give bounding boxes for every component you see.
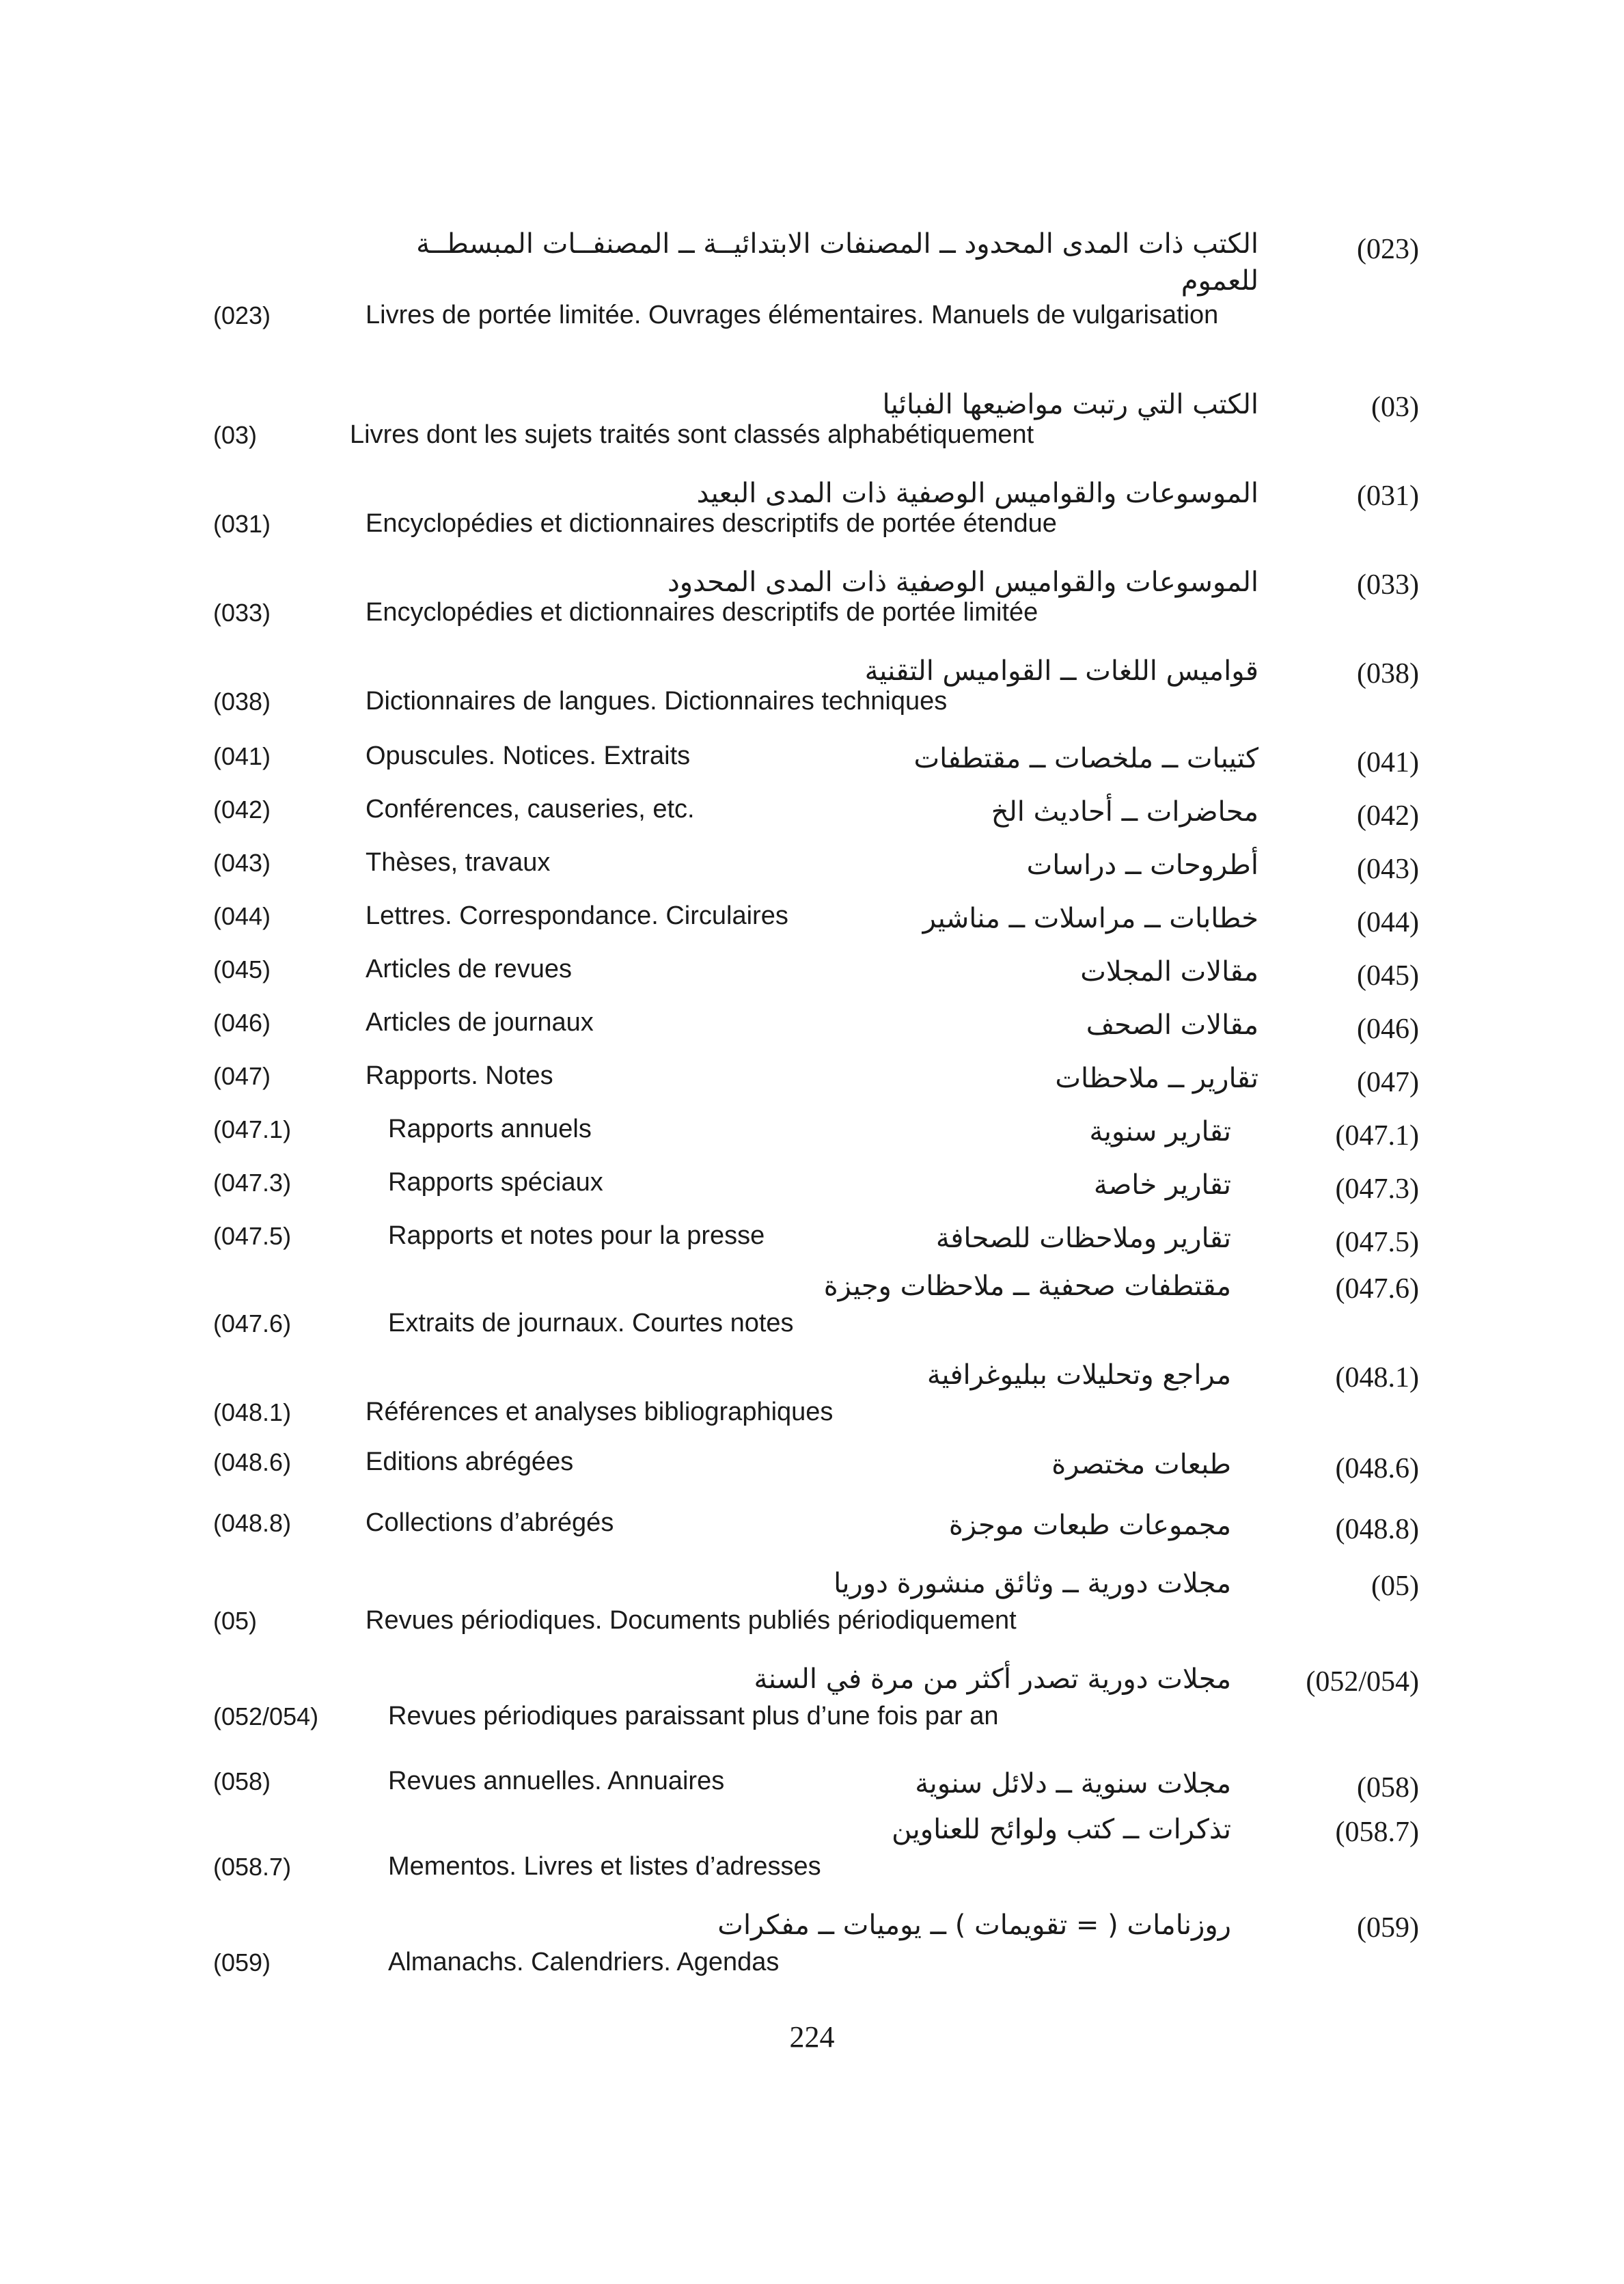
french-label: Almanachs. Calendriers. Agendas	[388, 1948, 780, 1976]
french-label: Articles de revues	[366, 955, 573, 983]
arabic-code: (058)	[1357, 1772, 1419, 1804]
french-code: (048.1)	[213, 1398, 292, 1426]
arabic-code: (044)	[1357, 907, 1419, 938]
french-code: (046)	[213, 1009, 271, 1037]
french-label: Revues annuelles. Annuaires	[388, 1767, 725, 1795]
arabic-label: الموسوعات والقواميس الوصفية ذات المدى البعيد	[696, 478, 1258, 509]
arabic-label: تذكرات ــ كتب ولوائح للعناوين	[892, 1814, 1231, 1845]
french-label: Rapports annuels	[388, 1115, 592, 1143]
french-code: (047)	[213, 1062, 271, 1090]
entry-058-7	[0, 1811, 1624, 1881]
arabic-label: مقالات المجلات	[1080, 956, 1258, 988]
arabic-label: تقارير ــ ملاحظات	[1055, 1063, 1258, 1094]
arabic-label: مراجع وتحليلات ببليوغرافية	[926, 1359, 1231, 1391]
french-code: (038)	[213, 688, 271, 716]
entry-033	[0, 564, 1624, 627]
arabic-code: (058.7)	[1335, 1817, 1419, 1848]
french-code: (047.3)	[213, 1169, 292, 1197]
french-code: (058)	[213, 1767, 271, 1795]
french-code: (041)	[213, 742, 271, 770]
french-code: (043)	[213, 849, 271, 877]
french-label: Collections d’abrégés	[366, 1508, 614, 1537]
arabic-label: الكتب ذات المدى المحدود ــ المصنفات الابتدائيــة ــ المصنفــات المبسطــة للعموم	[416, 228, 1258, 297]
entry-047	[0, 1061, 1624, 1098]
entry-05	[0, 1565, 1624, 1635]
arabic-code: (042)	[1357, 800, 1419, 832]
arabic-label: طبعات مختصرة	[1051, 1449, 1231, 1480]
french-label: Livres de portée limitée. Ouvrages élémentaires. Manuels de vulgarisation	[366, 301, 1219, 329]
arabic-label: الكتب التي رتبت مواضيعها الفبائيا	[882, 389, 1258, 420]
french-label: Dictionnaires de langues. Dictionnaires techniques	[366, 687, 948, 716]
french-code: (048.6)	[213, 1448, 292, 1476]
arabic-label: تقارير خاصة	[1093, 1169, 1231, 1201]
arabic-label: كتيبات ــ ملخصات ــ مقتطفات	[913, 743, 1258, 774]
arabic-code: (031)	[1357, 480, 1419, 512]
french-code: (058.7)	[213, 1853, 292, 1881]
french-code: (05)	[213, 1607, 258, 1635]
french-code: (042)	[213, 796, 271, 824]
arabic-code: (047.1)	[1335, 1120, 1419, 1152]
arabic-label: مجلات سنوية ــ دلائل سنوية	[915, 1768, 1231, 1799]
entry-044	[0, 901, 1624, 938]
arabic-label: أطروحات ــ دراسات	[1026, 849, 1258, 881]
arabic-label: الموسوعات والقواميس الوصفية ذات المدى المحدود	[667, 567, 1258, 598]
arabic-label: خطابات ــ مراسلات ــ مناشير	[922, 903, 1258, 934]
arabic-code: (052/054)	[1306, 1666, 1419, 1698]
entry-047-5	[0, 1221, 1624, 1258]
entry-03	[0, 386, 1624, 449]
arabic-code: (047)	[1357, 1067, 1419, 1098]
entry-048-8	[0, 1508, 1624, 1545]
entry-031	[0, 475, 1624, 538]
french-label: Thèses, travaux	[366, 848, 551, 877]
arabic-label: مقتطفات صحفية ــ ملاحظات وجيزة	[823, 1270, 1231, 1302]
arabic-label: قواميس اللغات ــ القواميس التقنية	[864, 655, 1258, 687]
french-code: (044)	[213, 902, 271, 930]
french-code: (059)	[213, 1948, 271, 1976]
arabic-code: (048.1)	[1335, 1362, 1419, 1393]
french-label: Rapports et notes pour la presse	[388, 1221, 765, 1250]
french-code: (047.1)	[213, 1115, 292, 1143]
french-label: Articles de journaux	[366, 1008, 594, 1037]
french-label: Mementos. Livres et listes d’adresses	[388, 1852, 821, 1881]
french-code: (045)	[213, 955, 271, 983]
french-label: Conférences, causeries, etc.	[366, 795, 695, 824]
french-code: (047.5)	[213, 1222, 292, 1250]
french-label: Lettres. Correspondance. Circulaires	[366, 901, 788, 930]
french-code: (033)	[213, 599, 271, 627]
entry-048-6	[0, 1447, 1624, 1484]
arabic-code: (048.8)	[1335, 1514, 1419, 1545]
entry-042	[0, 795, 1624, 832]
arabic-code: (047.5)	[1335, 1227, 1419, 1258]
entry-043	[0, 848, 1624, 885]
french-code: (052/054)	[213, 1702, 319, 1730]
french-code: (031)	[213, 510, 271, 538]
entry-047-3	[0, 1168, 1624, 1205]
arabic-code: (059)	[1357, 1912, 1419, 1944]
french-label: Encyclopédies et dictionnaires descriptifs de portée limitée	[366, 598, 1038, 627]
arabic-code: (03)	[1371, 392, 1419, 423]
french-label: Rapports. Notes	[366, 1061, 553, 1090]
arabic-code: (033)	[1357, 569, 1419, 601]
french-label: Editions abrégées	[366, 1447, 574, 1476]
arabic-code: (047.3)	[1335, 1173, 1419, 1205]
french-label: Encyclopédies et dictionnaires descriptifs de portée étendue	[366, 509, 1057, 538]
arabic-label: تقارير سنوية	[1089, 1116, 1231, 1147]
arabic-code: (05)	[1371, 1571, 1419, 1602]
arabic-label: مجلات دورية تصدر أكثر من مرة في السنة	[754, 1663, 1231, 1695]
french-code: (048.8)	[213, 1509, 292, 1537]
arabic-code: (041)	[1357, 747, 1419, 778]
arabic-code: (048.6)	[1335, 1453, 1419, 1484]
french-code: (023)	[213, 301, 271, 329]
arabic-code: (045)	[1357, 960, 1419, 992]
french-label: Revues périodiques. Documents publiés périodiquement	[366, 1606, 1017, 1635]
arabic-label: تقارير وملاحظات للصحافة	[935, 1223, 1231, 1254]
french-label: Revues périodiques paraissant plus d’une fois par an	[388, 1702, 999, 1730]
arabic-label: مجموعات طبعات موجزة	[948, 1510, 1231, 1541]
arabic-code: (043)	[1357, 854, 1419, 885]
page-number: 224	[789, 2020, 835, 2054]
french-code: (047.6)	[213, 1309, 292, 1337]
arabic-label: روزنامات ( = تقويمات ) ــ يوميات ــ مفكرات	[717, 1909, 1231, 1941]
arabic-code: (023)	[1357, 234, 1419, 265]
french-label: Livres dont les sujets traités sont classés alphabétiquement	[350, 420, 1034, 449]
arabic-code: (038)	[1357, 658, 1419, 690]
arabic-code: (046)	[1357, 1014, 1419, 1045]
french-code: (03)	[213, 421, 258, 449]
arabic-label: مجلات دورية ــ وثائق منشورة دوريا	[834, 1568, 1231, 1599]
french-label: Références et analyses bibliographiques	[366, 1398, 834, 1426]
french-label: Opuscules. Notices. Extraits	[366, 742, 691, 770]
entry-046	[0, 1008, 1624, 1045]
arabic-label: محاضرات ــ أحاديث الخ	[991, 796, 1258, 828]
french-label: Extraits de journaux. Courtes notes	[388, 1309, 794, 1337]
french-label: Rapports spéciaux	[388, 1168, 603, 1197]
arabic-label: مقالات الصحف	[1086, 1009, 1258, 1041]
arabic-code: (047.6)	[1335, 1273, 1419, 1305]
